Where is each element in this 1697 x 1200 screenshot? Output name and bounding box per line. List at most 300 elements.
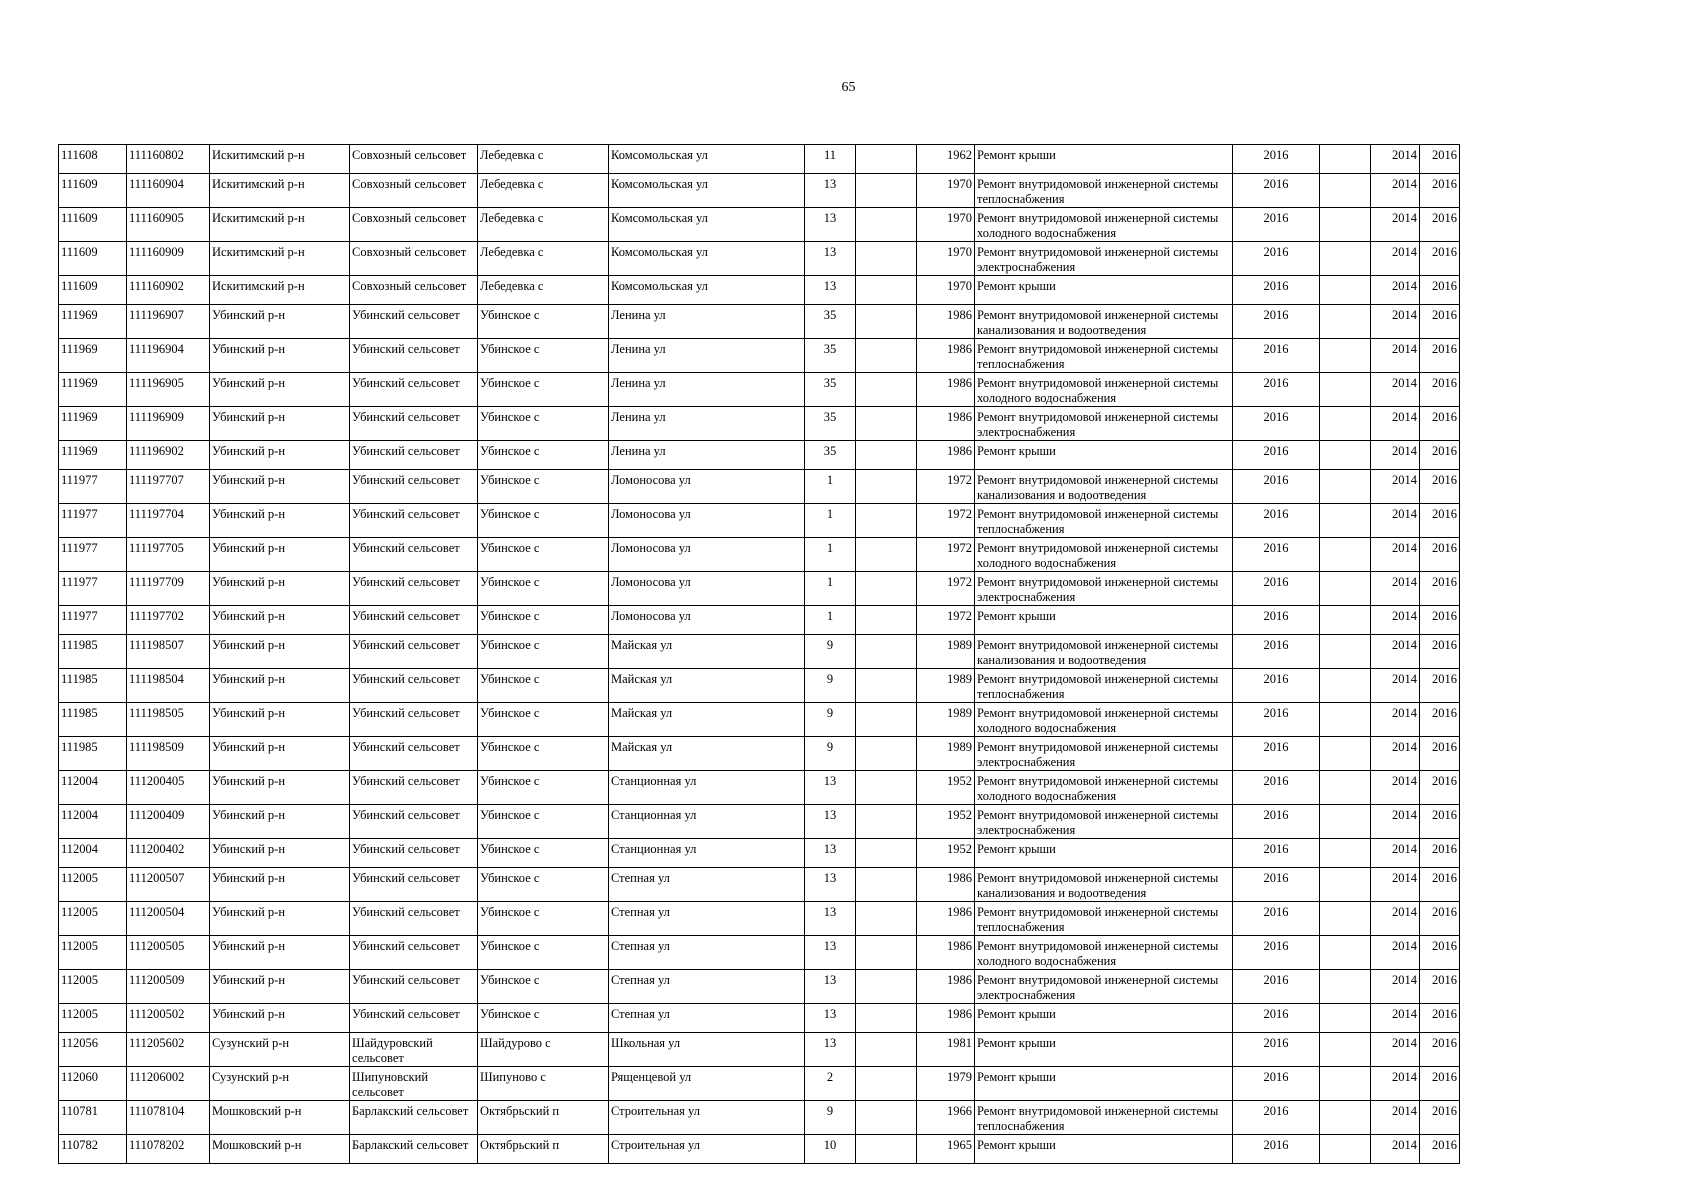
cell-period-end: 2016 xyxy=(1420,441,1460,470)
cell-period-end: 2016 xyxy=(1420,771,1460,805)
cell-house-building xyxy=(856,771,917,805)
cell-period-end: 2016 xyxy=(1420,606,1460,635)
table-row xyxy=(59,1004,1460,1033)
cell-period-end: 2016 xyxy=(1420,470,1460,504)
cell-settlement: Октябрьский п xyxy=(478,1135,609,1164)
cell-year-built: 1962 xyxy=(917,145,975,174)
cell-house-building xyxy=(856,1004,917,1033)
cell-object-id: 111985 xyxy=(59,703,127,737)
cell-object-id: 111609 xyxy=(59,276,127,305)
cell-settlement: Убинское с xyxy=(478,538,609,572)
cell-period-start: 2014 xyxy=(1371,339,1420,373)
cell-house-number: 9 xyxy=(805,635,856,669)
cell-street: Майская ул xyxy=(609,737,805,771)
cell-work-type: Ремонт крыши xyxy=(975,606,1233,635)
cell-house-number: 13 xyxy=(805,1004,856,1033)
cell-object-id: 112004 xyxy=(59,771,127,805)
cell-period-start: 2014 xyxy=(1371,868,1420,902)
cell-district: Убинский р-н xyxy=(210,606,350,635)
cell-municipality: Убинский сельсовет xyxy=(350,538,478,572)
table-row xyxy=(59,441,1460,470)
cell-district: Убинский р-н xyxy=(210,669,350,703)
cell-element-id: 111200505 xyxy=(127,936,210,970)
cell-element-id: 111196904 xyxy=(127,339,210,373)
cell-house-building xyxy=(856,669,917,703)
cell-street: Ленина ул xyxy=(609,441,805,470)
cell-work-type: Ремонт внутридомовой инженерной системы электроснабжения xyxy=(975,242,1233,276)
cell-work-type: Ремонт внутридомовой инженерной системы канализования и водоотведения xyxy=(975,305,1233,339)
cell-house-number: 35 xyxy=(805,339,856,373)
cell-municipality: Совхозный сельсовет xyxy=(350,174,478,208)
cell-period-start: 2014 xyxy=(1371,737,1420,771)
cell-municipality: Убинский сельсовет xyxy=(350,805,478,839)
cell-street: Рященцевой ул xyxy=(609,1067,805,1101)
cell-period-start: 2014 xyxy=(1371,771,1420,805)
cell-extra xyxy=(1320,145,1371,174)
repair-schedule-table xyxy=(58,144,1460,1164)
cell-house-number: 13 xyxy=(805,868,856,902)
cell-extra xyxy=(1320,902,1371,936)
cell-settlement: Шайдурово с xyxy=(478,1033,609,1067)
cell-period-start: 2014 xyxy=(1371,703,1420,737)
cell-work-type: Ремонт внутридомовой инженерной системы холодного водоснабжения xyxy=(975,208,1233,242)
cell-house-building xyxy=(856,538,917,572)
cell-year-built: 1972 xyxy=(917,538,975,572)
cell-period-end: 2016 xyxy=(1420,407,1460,441)
cell-work-type: Ремонт внутридомовой инженерной системы канализования и водоотведения xyxy=(975,635,1233,669)
cell-district: Убинский р-н xyxy=(210,339,350,373)
table-row xyxy=(59,1135,1460,1164)
cell-object-id: 112004 xyxy=(59,839,127,868)
cell-street: Станционная ул xyxy=(609,771,805,805)
cell-extra xyxy=(1320,208,1371,242)
table-row xyxy=(59,572,1460,606)
cell-district: Убинский р-н xyxy=(210,970,350,1004)
cell-year-built: 1986 xyxy=(917,868,975,902)
cell-house-building xyxy=(856,572,917,606)
cell-house-building xyxy=(856,305,917,339)
cell-period-end: 2016 xyxy=(1420,1004,1460,1033)
cell-year-built: 1986 xyxy=(917,407,975,441)
table-row xyxy=(59,936,1460,970)
cell-house-number: 1 xyxy=(805,538,856,572)
cell-element-id: 111078104 xyxy=(127,1101,210,1135)
cell-plan-year: 2016 xyxy=(1233,276,1320,305)
cell-period-end: 2016 xyxy=(1420,572,1460,606)
cell-element-id: 111196902 xyxy=(127,441,210,470)
cell-period-end: 2016 xyxy=(1420,703,1460,737)
cell-extra xyxy=(1320,373,1371,407)
cell-street: Ломоносова ул xyxy=(609,538,805,572)
cell-house-number: 13 xyxy=(805,276,856,305)
cell-house-building xyxy=(856,504,917,538)
cell-period-start: 2014 xyxy=(1371,504,1420,538)
cell-house-number: 13 xyxy=(805,1033,856,1067)
cell-district: Искитимский р-н xyxy=(210,174,350,208)
cell-street: Ломоносова ул xyxy=(609,504,805,538)
cell-street: Ленина ул xyxy=(609,339,805,373)
cell-plan-year: 2016 xyxy=(1233,635,1320,669)
cell-object-id: 112060 xyxy=(59,1067,127,1101)
cell-extra xyxy=(1320,805,1371,839)
cell-extra xyxy=(1320,276,1371,305)
cell-street: Станционная ул xyxy=(609,805,805,839)
cell-work-type: Ремонт внутридомовой инженерной системы канализования и водоотведения xyxy=(975,470,1233,504)
cell-settlement: Лебедевка с xyxy=(478,174,609,208)
cell-municipality: Убинский сельсовет xyxy=(350,737,478,771)
cell-extra xyxy=(1320,504,1371,538)
cell-work-type: Ремонт крыши xyxy=(975,839,1233,868)
table-row xyxy=(59,407,1460,441)
cell-district: Убинский р-н xyxy=(210,441,350,470)
table-row xyxy=(59,1033,1460,1067)
cell-plan-year: 2016 xyxy=(1233,242,1320,276)
cell-element-id: 111197704 xyxy=(127,504,210,538)
cell-period-start: 2014 xyxy=(1371,936,1420,970)
cell-year-built: 1965 xyxy=(917,1135,975,1164)
cell-district: Убинский р-н xyxy=(210,572,350,606)
cell-year-built: 1970 xyxy=(917,174,975,208)
cell-house-building xyxy=(856,407,917,441)
cell-year-built: 1986 xyxy=(917,305,975,339)
cell-plan-year: 2016 xyxy=(1233,339,1320,373)
cell-work-type: Ремонт внутридомовой инженерной системы холодного водоснабжения xyxy=(975,373,1233,407)
cell-work-type: Ремонт внутридомовой инженерной системы теплоснабжения xyxy=(975,504,1233,538)
cell-settlement: Убинское с xyxy=(478,407,609,441)
cell-element-id: 111160902 xyxy=(127,276,210,305)
cell-year-built: 1952 xyxy=(917,805,975,839)
cell-period-start: 2014 xyxy=(1371,441,1420,470)
cell-district: Сузунский р-н xyxy=(210,1033,350,1067)
cell-municipality: Убинский сельсовет xyxy=(350,902,478,936)
table-row xyxy=(59,276,1460,305)
cell-plan-year: 2016 xyxy=(1233,572,1320,606)
cell-house-number: 2 xyxy=(805,1067,856,1101)
cell-work-type: Ремонт крыши xyxy=(975,441,1233,470)
cell-extra xyxy=(1320,936,1371,970)
cell-plan-year: 2016 xyxy=(1233,970,1320,1004)
cell-year-built: 1970 xyxy=(917,276,975,305)
cell-element-id: 111160802 xyxy=(127,145,210,174)
cell-house-number: 1 xyxy=(805,572,856,606)
cell-plan-year: 2016 xyxy=(1233,1004,1320,1033)
cell-street: Строительная ул xyxy=(609,1101,805,1135)
cell-period-end: 2016 xyxy=(1420,276,1460,305)
cell-extra xyxy=(1320,737,1371,771)
cell-element-id: 111200405 xyxy=(127,771,210,805)
cell-object-id: 111977 xyxy=(59,538,127,572)
cell-work-type: Ремонт крыши xyxy=(975,276,1233,305)
cell-object-id: 111969 xyxy=(59,339,127,373)
cell-house-number: 13 xyxy=(805,242,856,276)
cell-element-id: 111197707 xyxy=(127,470,210,504)
cell-house-building xyxy=(856,441,917,470)
cell-element-id: 111200402 xyxy=(127,839,210,868)
cell-settlement: Убинское с xyxy=(478,504,609,538)
cell-district: Искитимский р-н xyxy=(210,276,350,305)
cell-district: Искитимский р-н xyxy=(210,145,350,174)
cell-municipality: Совхозный сельсовет xyxy=(350,145,478,174)
cell-house-building xyxy=(856,1033,917,1067)
table-row xyxy=(59,538,1460,572)
cell-settlement: Убинское с xyxy=(478,339,609,373)
cell-district: Убинский р-н xyxy=(210,839,350,868)
cell-house-number: 9 xyxy=(805,669,856,703)
cell-settlement: Убинское с xyxy=(478,771,609,805)
cell-extra xyxy=(1320,771,1371,805)
cell-house-building xyxy=(856,635,917,669)
cell-plan-year: 2016 xyxy=(1233,737,1320,771)
cell-municipality: Убинский сельсовет xyxy=(350,339,478,373)
cell-year-built: 1986 xyxy=(917,339,975,373)
cell-settlement: Шипуново с xyxy=(478,1067,609,1101)
cell-year-built: 1989 xyxy=(917,737,975,771)
cell-plan-year: 2016 xyxy=(1233,703,1320,737)
cell-street: Степная ул xyxy=(609,970,805,1004)
cell-house-number: 35 xyxy=(805,407,856,441)
cell-municipality: Убинский сельсовет xyxy=(350,635,478,669)
cell-district: Мошковский р-н xyxy=(210,1135,350,1164)
table-row xyxy=(59,635,1460,669)
cell-element-id: 111200504 xyxy=(127,902,210,936)
cell-extra xyxy=(1320,1033,1371,1067)
cell-period-start: 2014 xyxy=(1371,373,1420,407)
cell-house-number: 13 xyxy=(805,208,856,242)
cell-object-id: 111977 xyxy=(59,470,127,504)
cell-plan-year: 2016 xyxy=(1233,504,1320,538)
cell-period-start: 2014 xyxy=(1371,1033,1420,1067)
table-row xyxy=(59,470,1460,504)
cell-extra xyxy=(1320,1067,1371,1101)
cell-period-end: 2016 xyxy=(1420,970,1460,1004)
cell-municipality: Убинский сельсовет xyxy=(350,305,478,339)
cell-municipality: Убинский сельсовет xyxy=(350,1004,478,1033)
cell-element-id: 111200507 xyxy=(127,868,210,902)
cell-house-number: 35 xyxy=(805,305,856,339)
cell-district: Убинский р-н xyxy=(210,771,350,805)
cell-district: Убинский р-н xyxy=(210,902,350,936)
cell-period-start: 2014 xyxy=(1371,839,1420,868)
cell-plan-year: 2016 xyxy=(1233,1067,1320,1101)
table-row xyxy=(59,208,1460,242)
cell-municipality: Убинский сельсовет xyxy=(350,504,478,538)
cell-period-start: 2014 xyxy=(1371,470,1420,504)
cell-municipality: Шипуновский сельсовет xyxy=(350,1067,478,1101)
cell-period-start: 2014 xyxy=(1371,606,1420,635)
cell-settlement: Убинское с xyxy=(478,441,609,470)
cell-street: Станционная ул xyxy=(609,839,805,868)
cell-extra xyxy=(1320,441,1371,470)
cell-street: Ломоносова ул xyxy=(609,606,805,635)
cell-street: Строительная ул xyxy=(609,1135,805,1164)
cell-house-building xyxy=(856,970,917,1004)
cell-period-end: 2016 xyxy=(1420,1033,1460,1067)
cell-plan-year: 2016 xyxy=(1233,174,1320,208)
cell-object-id: 111969 xyxy=(59,441,127,470)
cell-element-id: 111196905 xyxy=(127,373,210,407)
cell-settlement: Убинское с xyxy=(478,936,609,970)
cell-period-start: 2014 xyxy=(1371,208,1420,242)
cell-object-id: 111609 xyxy=(59,174,127,208)
cell-municipality: Убинский сельсовет xyxy=(350,936,478,970)
cell-element-id: 111197702 xyxy=(127,606,210,635)
cell-work-type: Ремонт внутридомовой инженерной системы электроснабжения xyxy=(975,407,1233,441)
cell-municipality: Совхозный сельсовет xyxy=(350,242,478,276)
table-row xyxy=(59,504,1460,538)
cell-settlement: Убинское с xyxy=(478,902,609,936)
cell-settlement: Убинское с xyxy=(478,572,609,606)
cell-year-built: 1970 xyxy=(917,208,975,242)
page-number: 65 xyxy=(841,80,856,95)
cell-house-number: 9 xyxy=(805,1101,856,1135)
cell-house-number: 35 xyxy=(805,441,856,470)
cell-period-start: 2014 xyxy=(1371,970,1420,1004)
cell-element-id: 111197705 xyxy=(127,538,210,572)
table-row xyxy=(59,339,1460,373)
cell-object-id: 111977 xyxy=(59,606,127,635)
table-row xyxy=(59,868,1460,902)
cell-object-id: 112004 xyxy=(59,805,127,839)
cell-year-built: 1972 xyxy=(917,606,975,635)
cell-period-end: 2016 xyxy=(1420,635,1460,669)
cell-period-end: 2016 xyxy=(1420,145,1460,174)
cell-settlement: Убинское с xyxy=(478,703,609,737)
cell-work-type: Ремонт внутридомовой инженерной системы электроснабжения xyxy=(975,572,1233,606)
cell-plan-year: 2016 xyxy=(1233,771,1320,805)
cell-municipality: Барлакский сельсовет xyxy=(350,1101,478,1135)
cell-object-id: 112005 xyxy=(59,936,127,970)
table-row xyxy=(59,174,1460,208)
cell-object-id: 110782 xyxy=(59,1135,127,1164)
cell-year-built: 1981 xyxy=(917,1033,975,1067)
cell-period-end: 2016 xyxy=(1420,737,1460,771)
cell-element-id: 111198507 xyxy=(127,635,210,669)
cell-plan-year: 2016 xyxy=(1233,868,1320,902)
cell-period-start: 2014 xyxy=(1371,902,1420,936)
cell-district: Убинский р-н xyxy=(210,373,350,407)
cell-object-id: 111985 xyxy=(59,635,127,669)
cell-house-building xyxy=(856,703,917,737)
cell-period-start: 2014 xyxy=(1371,635,1420,669)
table-row xyxy=(59,902,1460,936)
cell-house-building xyxy=(856,936,917,970)
cell-settlement: Убинское с xyxy=(478,970,609,1004)
cell-element-id: 111196909 xyxy=(127,407,210,441)
cell-extra xyxy=(1320,339,1371,373)
cell-period-end: 2016 xyxy=(1420,305,1460,339)
table-row xyxy=(59,1101,1460,1135)
cell-district: Убинский р-н xyxy=(210,538,350,572)
cell-period-end: 2016 xyxy=(1420,174,1460,208)
cell-municipality: Убинский сельсовет xyxy=(350,407,478,441)
cell-period-end: 2016 xyxy=(1420,868,1460,902)
cell-municipality: Убинский сельсовет xyxy=(350,669,478,703)
cell-period-start: 2014 xyxy=(1371,1004,1420,1033)
cell-element-id: 111160905 xyxy=(127,208,210,242)
cell-plan-year: 2016 xyxy=(1233,145,1320,174)
cell-object-id: 111985 xyxy=(59,737,127,771)
cell-period-start: 2014 xyxy=(1371,805,1420,839)
table-row xyxy=(59,703,1460,737)
cell-house-building xyxy=(856,373,917,407)
cell-municipality: Шайдуровский сельсовет xyxy=(350,1033,478,1067)
cell-extra xyxy=(1320,839,1371,868)
cell-municipality: Убинский сельсовет xyxy=(350,839,478,868)
cell-house-building xyxy=(856,1067,917,1101)
cell-plan-year: 2016 xyxy=(1233,538,1320,572)
cell-extra xyxy=(1320,703,1371,737)
cell-extra xyxy=(1320,1135,1371,1164)
cell-work-type: Ремонт внутридомовой инженерной системы холодного водоснабжения xyxy=(975,703,1233,737)
cell-house-building xyxy=(856,276,917,305)
cell-extra xyxy=(1320,635,1371,669)
cell-district: Мошковский р-н xyxy=(210,1101,350,1135)
cell-period-start: 2014 xyxy=(1371,242,1420,276)
cell-year-built: 1952 xyxy=(917,771,975,805)
cell-period-end: 2016 xyxy=(1420,805,1460,839)
cell-work-type: Ремонт крыши xyxy=(975,1067,1233,1101)
cell-object-id: 112005 xyxy=(59,1004,127,1033)
cell-street: Школьная ул xyxy=(609,1033,805,1067)
cell-plan-year: 2016 xyxy=(1233,669,1320,703)
cell-period-start: 2014 xyxy=(1371,1135,1420,1164)
cell-element-id: 111198504 xyxy=(127,669,210,703)
cell-district: Убинский р-н xyxy=(210,1004,350,1033)
cell-street: Комсомольская ул xyxy=(609,276,805,305)
table-row xyxy=(59,1067,1460,1101)
cell-period-start: 2014 xyxy=(1371,174,1420,208)
cell-period-end: 2016 xyxy=(1420,936,1460,970)
cell-settlement: Октябрьский п xyxy=(478,1101,609,1135)
cell-street: Ленина ул xyxy=(609,373,805,407)
cell-street: Степная ул xyxy=(609,868,805,902)
cell-settlement: Убинское с xyxy=(478,305,609,339)
cell-plan-year: 2016 xyxy=(1233,373,1320,407)
cell-plan-year: 2016 xyxy=(1233,902,1320,936)
cell-house-building xyxy=(856,145,917,174)
cell-period-start: 2014 xyxy=(1371,305,1420,339)
cell-element-id: 111078202 xyxy=(127,1135,210,1164)
cell-period-end: 2016 xyxy=(1420,504,1460,538)
cell-municipality: Убинский сельсовет xyxy=(350,771,478,805)
cell-work-type: Ремонт внутридомовой инженерной системы холодного водоснабжения xyxy=(975,936,1233,970)
cell-house-number: 13 xyxy=(805,839,856,868)
cell-house-number: 1 xyxy=(805,606,856,635)
cell-settlement: Убинское с xyxy=(478,635,609,669)
cell-object-id: 111969 xyxy=(59,305,127,339)
cell-object-id: 110781 xyxy=(59,1101,127,1135)
cell-work-type: Ремонт крыши xyxy=(975,1033,1233,1067)
cell-district: Сузунский р-н xyxy=(210,1067,350,1101)
cell-extra xyxy=(1320,970,1371,1004)
table-row xyxy=(59,145,1460,174)
cell-house-building xyxy=(856,839,917,868)
cell-work-type: Ремонт внутридомовой инженерной системы электроснабжения xyxy=(975,737,1233,771)
cell-street: Ленина ул xyxy=(609,305,805,339)
cell-period-start: 2014 xyxy=(1371,1067,1420,1101)
cell-work-type: Ремонт внутридомовой инженерной системы холодного водоснабжения xyxy=(975,771,1233,805)
cell-municipality: Убинский сельсовет xyxy=(350,606,478,635)
cell-house-number: 35 xyxy=(805,373,856,407)
cell-settlement: Убинское с xyxy=(478,839,609,868)
cell-element-id: 111160904 xyxy=(127,174,210,208)
cell-street: Ленина ул xyxy=(609,407,805,441)
cell-year-built: 1986 xyxy=(917,902,975,936)
cell-street: Комсомольская ул xyxy=(609,174,805,208)
cell-house-number: 13 xyxy=(805,970,856,1004)
table-row xyxy=(59,771,1460,805)
cell-object-id: 111977 xyxy=(59,504,127,538)
